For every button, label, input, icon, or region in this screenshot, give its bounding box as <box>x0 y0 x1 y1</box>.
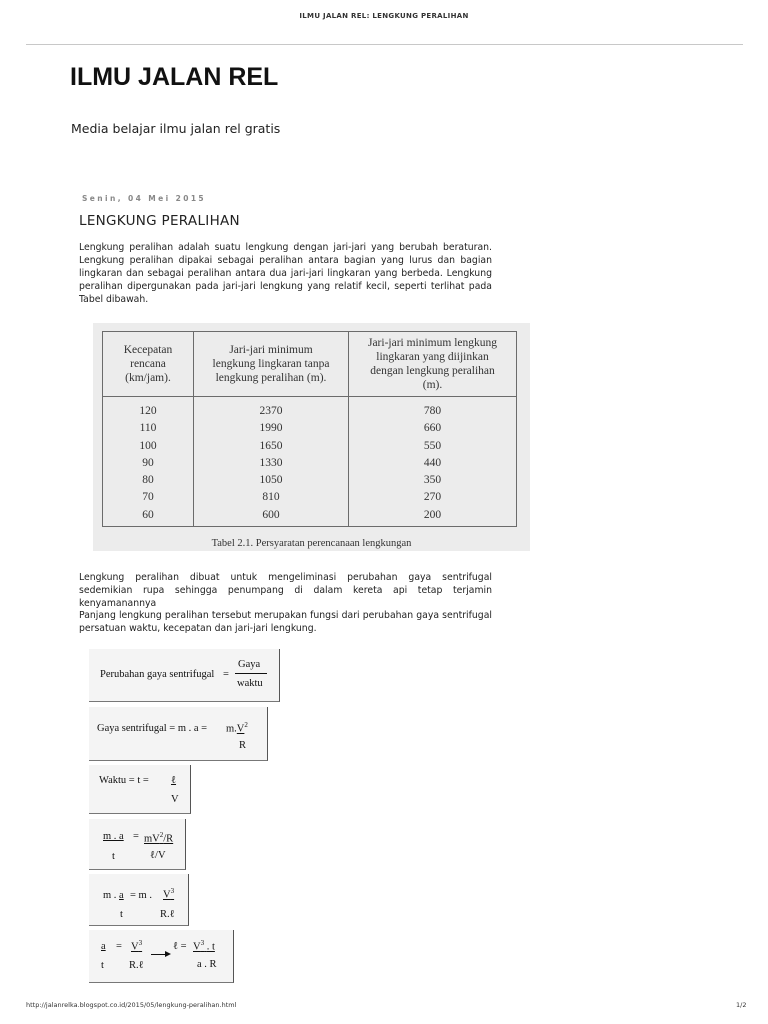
post-paragraph-intro: Lengkung peralihan adalah suatu lengkung dengan jari-jari yang berubah beraturan. Lengkung peralihan dipakai sebagai peralihan antara bagian yang lurus dan bagian lingkaran dan sebagai peralihan antara dua jari-jari lingkaran yang berbeda. Lengkung peralihan dipergunakan pada jari-jari lengkung yang relatif kecil, seperti terlihat pada Tabel dibawah. <box>79 242 492 305</box>
table-cell: 200 <box>423 508 442 521</box>
post-date: Senin, 04 Mei 2015 <box>82 194 207 203</box>
table-cell: 80 <box>142 474 154 487</box>
formula-denominator-left: t <box>101 960 104 971</box>
table-cell: 440 <box>423 456 442 469</box>
formula-centrifugal-change <box>89 649 280 702</box>
formula-superscript: 3 <box>138 939 143 947</box>
header-line: lengkung lingkaran tanpa <box>212 358 330 370</box>
formula-label: Gaya sentrifugal = m . a = <box>97 723 208 734</box>
table-body-row <box>103 397 517 527</box>
formula-part: m. <box>226 723 237 735</box>
table-cell: 1050 <box>259 474 283 487</box>
image-edge-artifact <box>617 771 625 779</box>
formula-substitution <box>89 874 189 926</box>
arrow-line <box>151 954 165 955</box>
fraction-bar <box>235 673 267 674</box>
post-paragraph-length: Panjang lengkung peralihan tersebut merupakan fungsi dari perubahan gaya sentrifugal persatuan waktu, kecepatan dan jari-jari lengkung. <box>79 610 492 634</box>
header-line: (km/jam). <box>125 372 171 384</box>
formula-denominator-left: t <box>112 851 115 862</box>
formula-numerator: ℓ <box>171 775 177 786</box>
formula-result-label: ℓ = <box>173 941 187 952</box>
header-line: lengkung peralihan (m). <box>215 372 327 384</box>
footer-url[interactable]: http://jalanrelka.blogspot.co.id/2015/05/lengkung-peralihan.html <box>26 1001 237 1009</box>
curve-radius-table <box>102 331 517 527</box>
table-column-speed <box>103 397 194 527</box>
post-title[interactable]: LENGKUNG PERALIHAN <box>79 213 240 229</box>
formula-numerator-right <box>144 831 173 845</box>
formula-part: a <box>119 890 124 901</box>
footer-page-number: 1/2 <box>736 1001 747 1009</box>
formula-equals: = <box>116 941 122 952</box>
formula-part: mV <box>144 833 160 845</box>
formula-transition-length <box>89 930 234 983</box>
table-cell: 110 <box>139 422 157 435</box>
header-line: Kecepatan <box>123 344 173 356</box>
formula-numerator: Gaya <box>238 659 261 670</box>
formula-label: Perubahan gaya sentrifugal <box>100 669 215 680</box>
formula-denominator-middle: R.ℓ <box>129 960 144 971</box>
formula-superscript: 3 <box>200 939 205 947</box>
table-header-speed <box>103 332 194 397</box>
header-line: (m). <box>422 379 443 391</box>
formula-numerator-right <box>163 887 174 901</box>
header-line: lingkaran yang diijinkan <box>376 351 489 363</box>
print-header: ILMU JALAN REL: LENGKUNG PERALIHAN <box>299 12 469 20</box>
header-line: Jari-jari minimum lengkung <box>367 337 498 349</box>
formula-numerator-right <box>193 939 215 953</box>
table-cell: 1990 <box>259 422 283 435</box>
table-column-radius-without <box>194 397 349 527</box>
formula-superscript: 2 <box>244 721 248 729</box>
table-cell: 660 <box>423 422 442 435</box>
formula-denominator-right: ℓ/V <box>150 850 166 861</box>
formula-numerator-left <box>103 890 124 901</box>
blog-title[interactable]: ILMU JALAN REL <box>70 63 279 91</box>
formula-part: . t <box>206 941 215 953</box>
arrow-right-icon <box>165 951 171 957</box>
formula-denominator-right: a . R <box>197 959 217 970</box>
table-cell: 120 <box>139 405 157 417</box>
table-cell: 70 <box>142 491 154 504</box>
post-paragraph-purpose: Lengkung peralihan dibuat untuk mengeliminasi perubahan gaya sentrifugal sedemikian rupa sehingga penumpang di dalam kereta api tetap terjamin kenyamanannya <box>79 572 492 609</box>
table-header-radius-without <box>194 332 349 397</box>
table-cell: 780 <box>423 405 442 417</box>
table-cell: 60 <box>142 508 154 521</box>
table-image <box>93 323 530 551</box>
formula-numerator-left: m . a <box>103 831 124 842</box>
formula-part: V <box>236 723 245 735</box>
table-column-radius-with <box>349 397 517 527</box>
header-line: dengan lengkung peralihan <box>370 365 495 377</box>
table-header-row <box>103 332 517 397</box>
formula-part: V <box>131 941 139 953</box>
formula-equals: = <box>223 669 229 680</box>
formula-time <box>89 765 191 814</box>
formula-superscript: 3 <box>170 887 175 895</box>
formula-denominator: V <box>171 794 179 805</box>
table-cell: 2370 <box>259 405 283 417</box>
table-cell: 1650 <box>259 439 283 452</box>
formula-ma-over-t <box>89 819 186 870</box>
formula-denominator: R <box>239 740 247 751</box>
header-line: Jari-jari minimum <box>229 344 313 356</box>
table-cell: 810 <box>262 491 280 504</box>
formula-denominator-left: t <box>120 909 123 920</box>
formula-centrifugal-force <box>89 707 268 761</box>
table-cell: 550 <box>423 439 442 452</box>
table-cell: 270 <box>423 491 442 504</box>
table-header-radius-with <box>349 332 517 397</box>
formula-part: /R <box>163 833 174 845</box>
formula-denominator-right: R.ℓ <box>160 909 175 920</box>
formula-denominator: waktu <box>237 678 263 689</box>
header-divider <box>26 44 743 45</box>
table-cell: 100 <box>139 439 157 452</box>
table-cell: 600 <box>262 508 280 521</box>
header-line: rencana <box>130 358 166 370</box>
table-cell: 350 <box>423 474 442 487</box>
formula-superscript: 2 <box>159 831 164 839</box>
table-caption: Tabel 2.1. Persyaratan perencanaan lengkungan <box>211 538 412 549</box>
blog-description: Media belajar ilmu jalan rel gratis <box>71 121 281 136</box>
formula-numerator <box>226 721 248 735</box>
table-cell: 90 <box>142 456 154 469</box>
formula-label: Waktu = t = <box>99 775 149 786</box>
formula-part: V <box>163 889 171 901</box>
formula-numerator-left: a <box>101 941 106 952</box>
formula-part: m . <box>103 890 117 901</box>
formula-equals: = m . <box>130 890 152 901</box>
formula-part: V <box>193 941 201 953</box>
formula-equals: = <box>133 831 139 842</box>
formula-numerator-middle <box>131 939 142 953</box>
table-cell: 1330 <box>259 456 283 469</box>
